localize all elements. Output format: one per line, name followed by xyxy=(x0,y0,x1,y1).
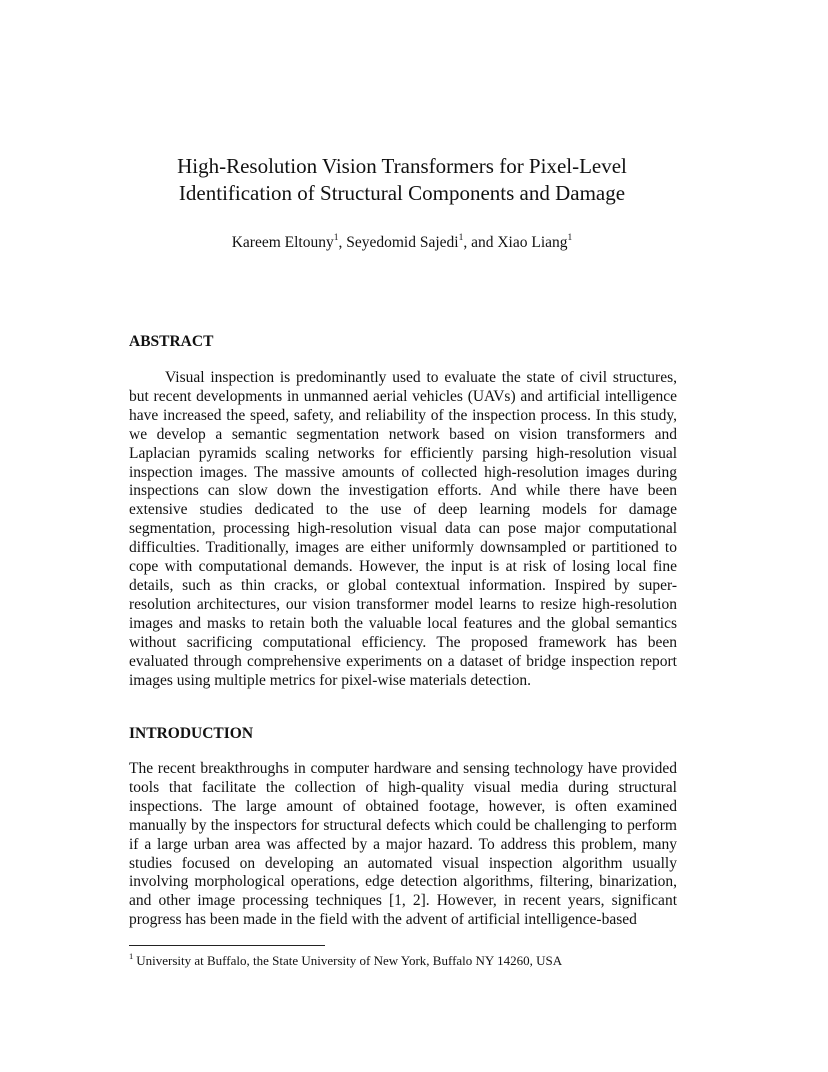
author-name: Kareem Eltouny xyxy=(231,234,334,251)
author-separator: , xyxy=(338,234,347,251)
author-affiliation-mark: 1 xyxy=(567,232,573,243)
footnote-text: University at Buffalo, the State University of New York, Buffalo NY 14260, USA xyxy=(136,953,563,968)
footnote-divider xyxy=(129,945,325,946)
author-affiliation-mark: 1 xyxy=(458,232,464,243)
introduction-paragraph: The recent breakthroughs in computer hardware and sensing technology have provided tools that facilitate the collection of high-quality visual media during structural inspections. The large amount of obtained footage, however, is often examined manually by the inspectors for structural defects which could be challenging to perform if a large urban area was affected by a major hazard. To address this problem, many studies focused on developing an automated visual inspection algorithm usually involving morphological operations, edge detection algorithms, filtering, binarization, and other image processing techniques [1, 2]. However, in recent years, significant progress has been made in the field with the advent of artificial intelligence-based xyxy=(129,760,677,929)
author-name: Xiao Liang xyxy=(497,234,568,251)
abstract-heading: ABSTRACT xyxy=(129,333,214,350)
author-list xyxy=(100,233,704,253)
author-name: Seyedomid Sajedi xyxy=(346,234,459,251)
footnote-mark: 1 xyxy=(129,950,134,961)
paper-title xyxy=(100,153,704,207)
author-separator: , and xyxy=(463,234,498,251)
title-line-1: High-Resolution Vision Transformers for Pixel-Level xyxy=(177,154,627,178)
abstract-paragraph: Visual inspection is predominantly used to evaluate the state of civil structures, but recent developments in unmanned aerial vehicles (UAVs) and artificial intelligence have increased the speed, safety, and reliability of the inspection process. In this study, we develop a semantic segmentation network based on vision transformers and Laplacian pyramids scaling networks for efficiently parsing high-resolution visual inspection images. The massive amounts of collected high-resolution images during inspections can slow down the investigation efforts. And while there have been extensive studies dedicated to the use of deep learning models for damage segmentation, processing high-resolution visual data can pose major computational difficulties. Traditionally, images are either uniformly downsampled or partitioned to cope with computational demands. However, the input is at risk of losing local fine details, such as thin cracks, or global contextual information. Inspired by super-resolution architectures, our vision transformer model learns to resize high-resolution images and masks to retain both the valuable local features and the global semantics without sacrificing computational efficiency. The proposed framework has been evaluated through comprehensive experiments on a dataset of bridge inspection report images using multiple metrics for pixel-wise materials detection. xyxy=(129,369,677,689)
author-affiliation-mark: 1 xyxy=(333,232,339,243)
footnote xyxy=(129,950,689,969)
title-line-2: Identification of Structural Components and Damage xyxy=(178,181,626,205)
introduction-heading: INTRODUCTION xyxy=(129,725,254,742)
